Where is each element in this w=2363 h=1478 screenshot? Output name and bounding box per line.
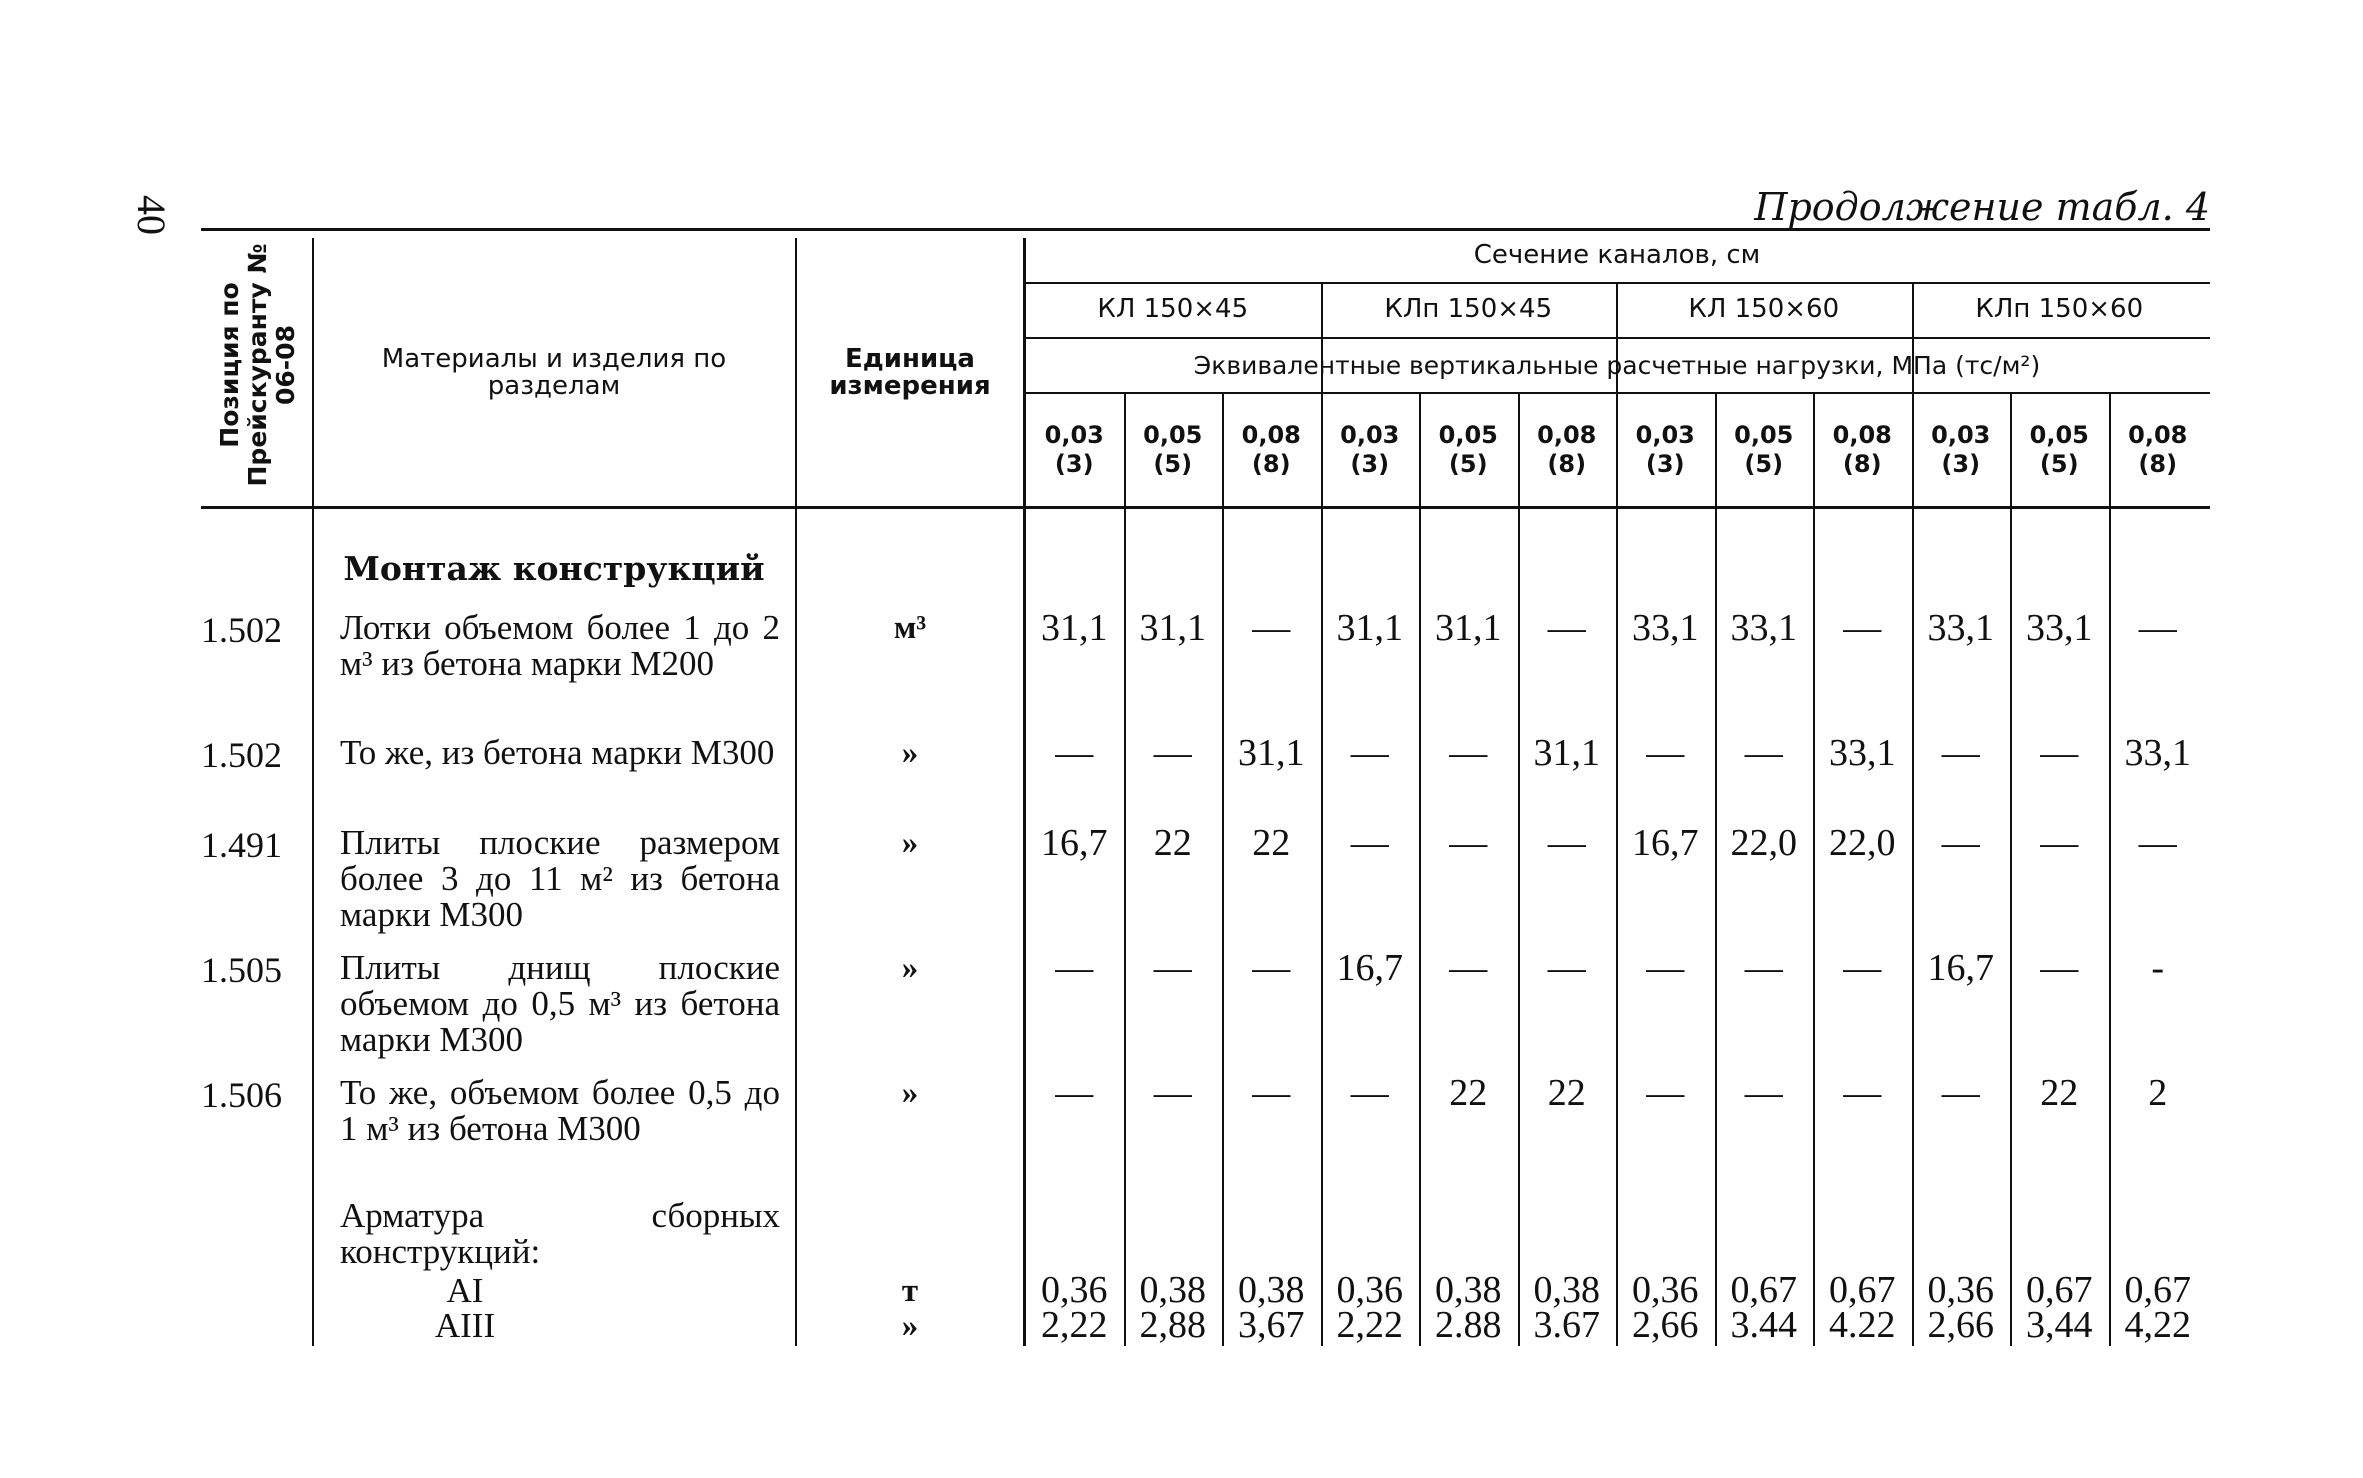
value-cell: 3.44	[1730, 1304, 1797, 1346]
value-cell: 31,1	[1041, 607, 1108, 649]
load-value-tc: (3)	[1645, 450, 1685, 478]
value-cell: —	[1646, 732, 1685, 774]
unit-header: Единица измерения	[829, 343, 991, 401]
row-unit: м³	[893, 609, 927, 646]
header-bottom-rule	[201, 506, 2210, 509]
value-cell: 0,38	[1435, 1269, 1502, 1311]
reinforcement-grade: AI	[446, 1271, 484, 1310]
value-cell: 0,36	[1336, 1269, 1403, 1311]
row-position: 1.506	[201, 1075, 282, 1115]
value-cell: —	[1547, 822, 1586, 864]
value-cell: 3.67	[1533, 1304, 1600, 1346]
value-cell: —	[1744, 1072, 1783, 1114]
value-cell: 2,66	[1632, 1304, 1699, 1346]
value-cell: —	[1252, 607, 1291, 649]
value-cell: —	[2040, 822, 2079, 864]
value-cell: 22	[1252, 822, 1291, 864]
row-material: То же, из бетона марки М300	[340, 733, 775, 772]
value-cell: 0,36	[1632, 1269, 1699, 1311]
col-sep-value	[1222, 394, 1224, 1346]
value-cell: 31,1	[1435, 607, 1502, 649]
value-cell: 31,1	[1238, 732, 1305, 774]
load-value-tc: (3)	[1941, 450, 1981, 478]
channel-type-header: КЛп 150×45	[1384, 294, 1553, 325]
load-value-tc: (5)	[1448, 450, 1488, 478]
row-unit: »	[901, 734, 919, 771]
value-cell: 22	[2040, 1072, 2079, 1114]
page-number: 40	[129, 195, 174, 235]
value-cell: —	[1055, 732, 1094, 774]
value-cell: —	[2040, 947, 2079, 989]
value-cell: 22,0	[1730, 822, 1797, 864]
load-value-header	[1419, 400, 1518, 500]
row-material: То же, объемом более 0,5 до 1 м³ из бетона М300	[340, 1073, 780, 1148]
load-value-tc: (3)	[1054, 450, 1094, 478]
load-title: Эквивалентные вертикальные расчетные нагрузки, МПа (тс/м²)	[1193, 350, 2041, 380]
load-value-header	[1912, 400, 2011, 500]
load-value-tc: (5)	[1153, 450, 1193, 478]
value-cell: —	[1449, 822, 1488, 864]
norms-table	[201, 228, 2210, 1348]
value-cell: —	[1252, 1072, 1291, 1114]
load-value-mpa: 0,05	[1734, 421, 1794, 450]
load-value-mpa: 0,03	[1635, 421, 1695, 450]
value-cell: —	[1843, 1072, 1882, 1114]
value-cell: —	[1055, 947, 1094, 989]
value-cell: 0,67	[2026, 1269, 2093, 1311]
value-cell: —	[1646, 947, 1685, 989]
table-top-rule	[201, 228, 2210, 231]
load-value-header	[1813, 400, 1912, 500]
load-value-tc: (8)	[2138, 450, 2178, 478]
col-sep-value	[2109, 394, 2111, 1346]
load-value-mpa: 0,08	[1241, 421, 1301, 450]
value-cell: 16,7	[1336, 947, 1403, 989]
row-material: Лотки объемом более 1 до 2 м³ из бетона марки М200	[340, 608, 780, 683]
value-cell: 22	[1449, 1072, 1488, 1114]
col-sep-value	[1124, 394, 1126, 1346]
value-cell: —	[1449, 732, 1488, 774]
value-cell: 33,1	[2124, 732, 2191, 774]
load-value-mpa: 0,05	[1438, 421, 1498, 450]
col-sep-position	[312, 238, 314, 1346]
value-cell: —	[1153, 732, 1192, 774]
load-value-mpa: 0,08	[2128, 421, 2188, 450]
value-cell: 2,22	[1041, 1304, 1108, 1346]
value-cell: 33,1	[1927, 607, 1994, 649]
value-cell: —	[1547, 607, 1586, 649]
value-cell: 33,1	[2026, 607, 2093, 649]
value-cell: —	[1744, 947, 1783, 989]
row-position: 1.502	[201, 735, 282, 775]
load-value-header	[2010, 400, 2109, 500]
value-cell: 33,1	[1829, 732, 1896, 774]
channel-type-header: КЛп 150×60	[1975, 294, 2144, 325]
section-heading: Монтаж конструкций	[343, 548, 765, 588]
load-value-mpa: 0,08	[1537, 421, 1597, 450]
reinforcement-grade: AIII	[434, 1306, 496, 1345]
load-value-mpa: 0,03	[1044, 421, 1104, 450]
reinforcement-unit: т	[901, 1272, 919, 1309]
load-value-mpa: 0,08	[1832, 421, 1892, 450]
value-cell: —	[1843, 947, 1882, 989]
load-value-header	[1124, 400, 1223, 500]
load-value-tc: (8)	[1251, 450, 1291, 478]
value-cell: 31,1	[1139, 607, 1206, 649]
value-cell: 2,66	[1927, 1304, 1994, 1346]
value-cell: 16,7	[1041, 822, 1108, 864]
col-sep-value	[1715, 394, 1717, 1346]
col-sep-value	[1419, 394, 1421, 1346]
value-cell: —	[1153, 1072, 1192, 1114]
value-cell: 31,1	[1533, 732, 1600, 774]
channel-type-header: КЛ 150×45	[1097, 294, 1249, 325]
value-cell: 0,38	[1139, 1269, 1206, 1311]
load-value-header	[2109, 400, 2208, 500]
load-value-mpa: 0,03	[1340, 421, 1400, 450]
value-cell: —	[1350, 732, 1389, 774]
channel-type-header: КЛ 150×60	[1688, 294, 1840, 325]
position-header: Позиция по Прейскуранту № 06-08	[214, 243, 300, 487]
value-cell: 2,22	[1336, 1304, 1403, 1346]
value-cell: -	[2151, 947, 2165, 989]
value-cell: 0,38	[1533, 1269, 1600, 1311]
value-cell: 0,36	[1927, 1269, 1994, 1311]
load-value-header	[1222, 400, 1321, 500]
load-value-mpa: 0,05	[2029, 421, 2089, 450]
col-sep-value	[2010, 394, 2012, 1346]
value-cell: 22	[1153, 822, 1192, 864]
row-unit: »	[901, 824, 919, 861]
value-cell: 22	[1547, 1072, 1586, 1114]
reinforcement-label: Арматура сборных конструкций:	[340, 1196, 780, 1271]
value-cell: —	[1350, 822, 1389, 864]
value-cell: —	[1941, 822, 1980, 864]
value-cell: —	[1547, 947, 1586, 989]
value-cell: 4,22	[2124, 1304, 2191, 1346]
value-cell: 2	[2148, 1072, 2168, 1114]
reinforcement-unit: »	[901, 1307, 919, 1344]
value-cell: 3,44	[2026, 1304, 2093, 1346]
load-value-header	[1518, 400, 1617, 500]
col-sep-value	[1813, 394, 1815, 1346]
row-position: 1.502	[201, 610, 282, 650]
load-value-tc: (8)	[1547, 450, 1587, 478]
load-value-header	[1616, 400, 1715, 500]
value-cell: —	[1153, 947, 1192, 989]
load-value-mpa: 0,05	[1143, 421, 1203, 450]
load-value-tc: (8)	[1842, 450, 1882, 478]
row-position: 1.505	[201, 950, 282, 990]
value-cell: 22,0	[1829, 822, 1896, 864]
value-cell: —	[1449, 947, 1488, 989]
row-unit: »	[901, 1074, 919, 1111]
value-cell: —	[1350, 1072, 1389, 1114]
value-cell: —	[1252, 947, 1291, 989]
value-cell: —	[1941, 732, 1980, 774]
value-cell: 16,7	[1927, 947, 1994, 989]
col-sep-materials	[795, 238, 797, 1346]
load-value-tc: (5)	[1744, 450, 1784, 478]
section-title: Сечение каналов, см	[1473, 240, 1761, 271]
value-cell: 0,67	[2124, 1269, 2191, 1311]
load-value-tc: (5)	[2039, 450, 2079, 478]
col-sep-value	[1518, 394, 1520, 1346]
value-cell: —	[1941, 1072, 1980, 1114]
value-cell: 33,1	[1730, 607, 1797, 649]
materials-header: Материалы и изделия по разделам	[381, 343, 727, 401]
value-cell: 31,1	[1336, 607, 1403, 649]
load-value-header	[1715, 400, 1814, 500]
value-cell: 4.22	[1829, 1304, 1896, 1346]
value-cell: 33,1	[1632, 607, 1699, 649]
load-value-tc: (3)	[1350, 450, 1390, 478]
value-cell: —	[1843, 607, 1882, 649]
value-cell: 0,38	[1238, 1269, 1305, 1311]
load-value-mpa: 0,03	[1931, 421, 1991, 450]
row-position: 1.491	[201, 825, 282, 865]
value-cell: 0,67	[1829, 1269, 1896, 1311]
table-caption: Продолжение табл. 4	[1754, 185, 2210, 229]
value-cell: —	[1744, 732, 1783, 774]
value-cell: 3,67	[1238, 1304, 1305, 1346]
value-cell: 0,36	[1041, 1269, 1108, 1311]
value-cell: —	[2138, 607, 2177, 649]
value-cell: —	[1646, 1072, 1685, 1114]
row-material: Плиты плоские размером более 3 до 11 м² из бетона марки М300	[340, 823, 780, 934]
value-cell: —	[1055, 1072, 1094, 1114]
value-cell: 0,67	[1730, 1269, 1797, 1311]
value-cell: —	[2138, 822, 2177, 864]
value-cell: 2,88	[1139, 1304, 1206, 1346]
row-material: Плиты днищ плоские объемом до 0,5 м³ из бетона марки М300	[340, 948, 780, 1059]
value-cell: 2.88	[1435, 1304, 1502, 1346]
load-value-header	[1321, 400, 1420, 500]
value-cell: —	[2040, 732, 2079, 774]
load-value-header	[1025, 400, 1124, 500]
row-unit: »	[901, 949, 919, 986]
value-cell: 16,7	[1632, 822, 1699, 864]
